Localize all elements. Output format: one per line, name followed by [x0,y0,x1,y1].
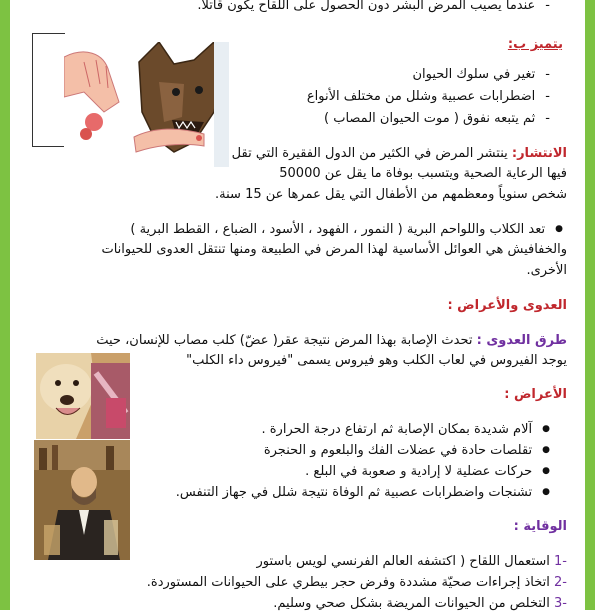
symptom-item: ● تقلصات حادة في عضلات الفك والبلعوم و الحنجرة [264,442,550,461]
image-bracket [32,33,65,147]
spread-line-1: الانتشار: ينتشر المرض في الكثير من الدول الفقيرة التي تقل [231,146,567,161]
hosts-line-3: الأخرى. [526,263,567,278]
symptom-item: ● آلام شديدة بمكان الإصابة ثم ارتفاع درجة الحرارة . [261,421,550,440]
distinguish-item: - تغير في سلوك الحيوان [412,66,550,84]
symptom-item: ● تشنجات واضطرابات عصبية ثم الوفاة نتيجة شلل في جهاز التنفس. [176,484,550,503]
prevention-item: -3 التخلص من الحيوانات المريضة بشكل صحي وسليم. [273,596,567,611]
infection-line-2: يوجد الفيروس في لعاب الكلب وهو فيروس يسمى "فيروس داء الكلب" [186,353,567,368]
left-page-border [0,0,10,610]
prevention-heading: الوقاية : [513,519,567,534]
symptoms-heading: الأعراض : [504,387,567,402]
right-page-border [585,0,595,610]
infection-line-1: طرق العدوى : تحدث الإصابة بهذا المرض نتيجة عقر( عضّ) كلب مصاب للإنسان، حيث [96,333,567,348]
prevention-item: -2 اتخاذ إجراءات صحيّة مشددة وفرض حجر بيطري على الحيوانات المستوردة. [146,575,567,590]
infection-symptoms-heading: العدوى والأعراض : [447,298,567,313]
hosts-line-1: ● تعد الكلاب واللواحم البرية ( النمور ، الفهود ، الأسود ، الضباع ، القطط البرية ) [130,221,563,240]
spread-line-3: شخص سنوياً ومعظمهم من الأطفال التي يقل عمرها عن 15 سنة. [215,187,567,202]
rabid-dog-photo [36,353,130,439]
symptom-item: ● حركات عضلية لا إرادية و صعوبة في البلع . [305,463,550,482]
top-line: - عندما يصيب المرض البشر دون الحصول على اللقاح يكون قاتلا. [197,0,550,15]
dog-bite-illustration [64,42,229,167]
distinguish-item: - اضطرابات عصبية وشلل من مختلف الأنواع [307,88,550,106]
pasteur-portrait [34,440,130,560]
hosts-line-2: والخفافيش هي العوائل الأساسية لهذا المرض في الطبيعة ومنها تنتقل العدوى للحيوانات [101,242,567,257]
prevention-item: -1 استعمال اللقاح ( اكتشفه العالم الفرنسي لويس باستور [256,554,567,569]
distinguish-heading: يتميز ب: [507,37,563,52]
spread-line-2: فيها الرعاية الصحية ويتسبب بوفاة ما يقل عن 50000 [279,166,567,181]
distinguish-item: - ثم يتبعه نفوق ( موت الحيوان المصاب ) [324,110,550,128]
